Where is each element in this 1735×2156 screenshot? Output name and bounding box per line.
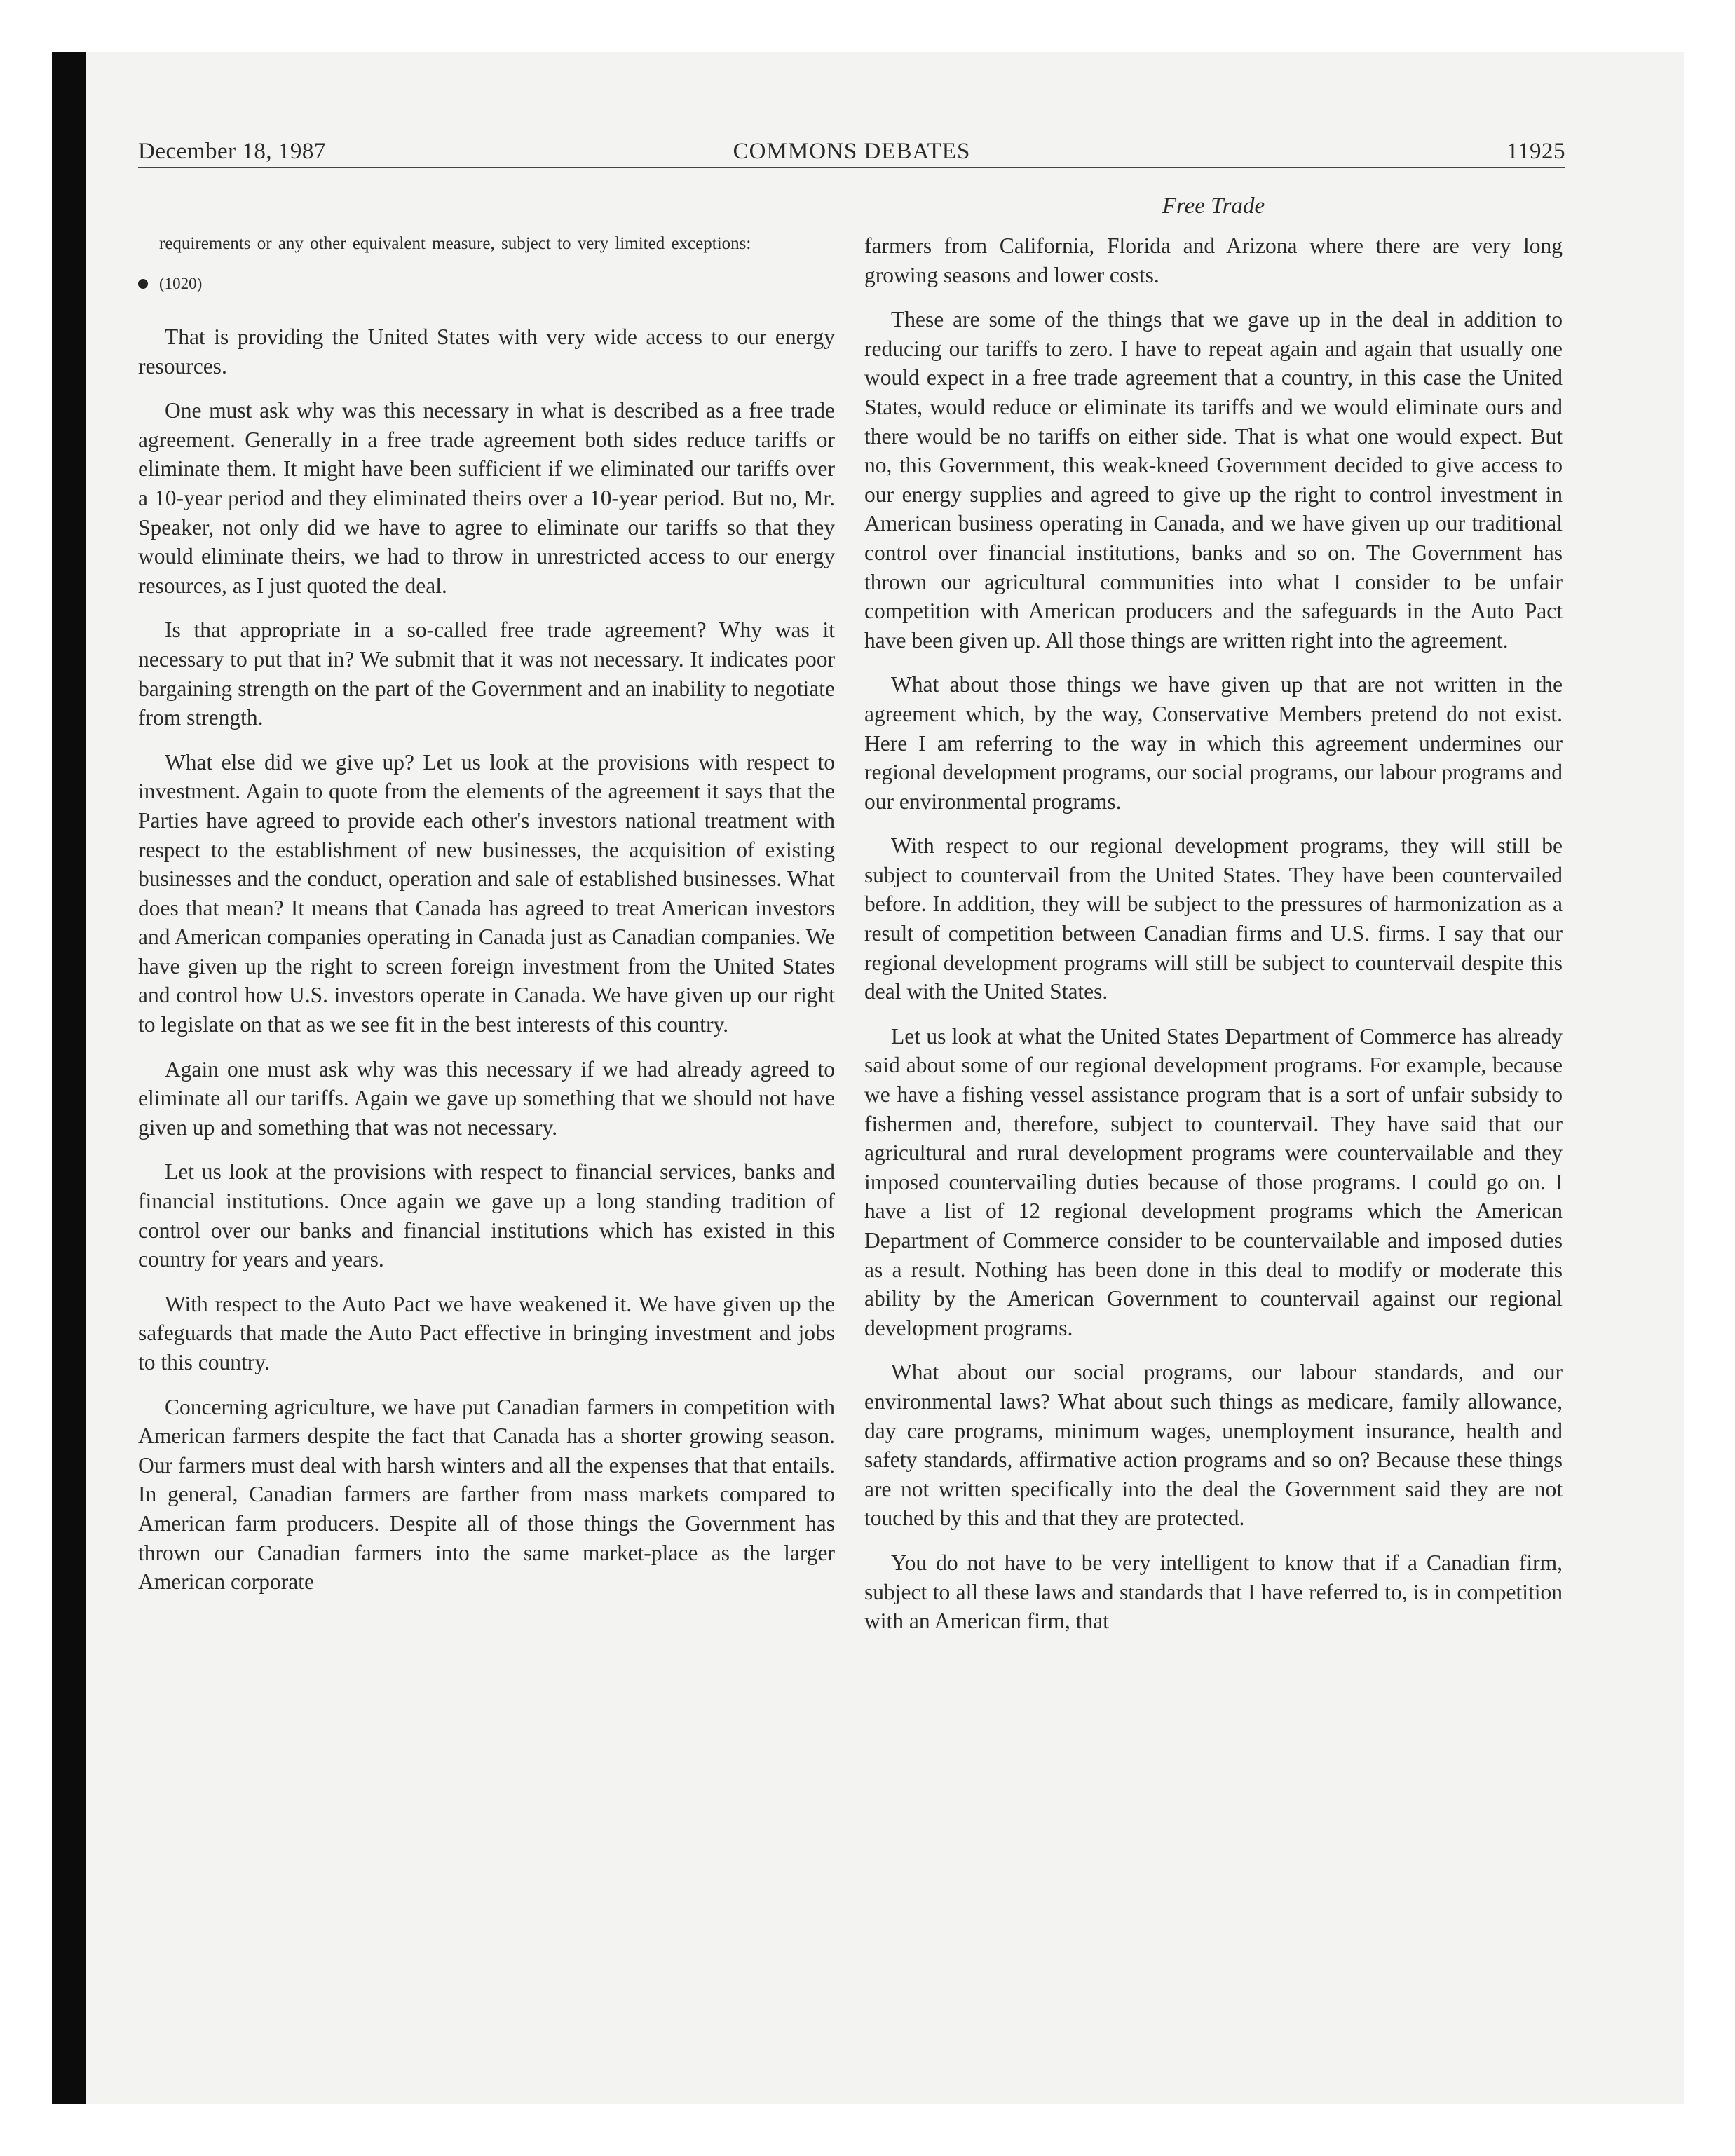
right-column — [864, 191, 1563, 1651]
time-marker-label: (1020) — [159, 275, 203, 292]
header-page-number: 11925 — [1506, 139, 1565, 164]
time-marker — [138, 273, 835, 294]
bullet-icon — [138, 279, 148, 289]
paragraph: Let us look at what the United States Department of Commerce has already said about some of our regional development programs. For example, because we have a fishing vessel assistance program that is a sort of unfair subsidy to fishermen and, therefore, subject to countervail. They have said that our agricultural and rural development programs were countervailable and they imposed countervailing duties because of those programs. I could go on. I have a list of 12 regional development programs which the American Department of Commerce consider to be countervailable and imposed duties as a result. Nothing has been done in this deal to modify or moderate this ability by the American Government to countervail against our regional development programs. — [864, 1023, 1563, 1340]
paragraph: One must ask why was this necessary in what is described as a free trade agreement. Generally in a free trade agreement both sides reduce tariffs or eliminate them. It might have been sufficient if we eliminated our tariffs over a 10-year period and they eliminated theirs over a 10-year period. But no, Mr. Speaker, not only did we have to agree to eliminate our tariffs so that they would eliminate theirs, we had to throw in unrestricted access to our energy resources, as I just quoted the deal. — [138, 398, 835, 598]
paragraph: Concerning agriculture, we have put Canadian farmers in competition with American farmers despite the fact that Canada has a shorter growing season. Our farmers must deal with harsh winters and all the expenses that that entails. In general, Canadian farmers are farther from mass markets compared to American farm producers. Despite all of those things the Government has thrown our Canadian farmers into the same market-place as the larger American corporate — [138, 1394, 835, 1595]
left-column — [138, 191, 835, 1612]
paragraph: With respect to the Auto Pact we have weakened it. We have given up the safeguards that made the Auto Pact effective in bringing investment and jobs to this country. — [138, 1291, 835, 1374]
paragraph: What else did we give up? Let us look at the provisions with respect to investment. Again to quote from the elements of the agreement it says that the Parties have agreed to provide each other's investors national treatment with respect to the establishment of new businesses, the acquisition of existing businesses and the conduct, operation and sale of established businesses. What does that mean? It means that Canada has agreed to treat American investors and American companies operating in Canada just as Canadian companies. We have given up the right to screen foreign investment from the United States and control how U.S. investors operate in Canada. We have given up our right to legislate on that as we see fit in the best interests of this country. — [138, 749, 835, 1037]
paragraph: Again one must ask why was this necessary if we had already agreed to eliminate all our tariffs. Again we gave up something that we should not have given up and something that was not necessary. — [138, 1056, 835, 1140]
paragraph: farmers from California, Florida and Arizona where there are very long growing seasons and lower costs. — [864, 233, 1563, 287]
quoted-text: requirements or any other equivalent measure, subject to very limited exceptions: — [159, 234, 751, 253]
section-subheading: Free Trade — [1162, 193, 1265, 219]
page-header — [138, 135, 1565, 168]
paragraph: Let us look at the provisions with respect to financial services, banks and financial institutions. Once again we gave up a long standing tradition of control over our banks and financial institutions which has existed in this country for years and years. — [138, 1159, 835, 1272]
paragraph: What about those things we have given up that are not written in the agreement which, by the way, Conservative Members pretend do not exist. Here I am referring to the way in which this agreement undermines our regional development programs, our social programs, our labour programs and our environmental programs. — [864, 672, 1563, 814]
paragraph: Is that appropriate in a so-called free trade agreement? Why was it necessary to put that in? We submit that it was not necessary. It indicates poor bargaining strength on the part of the Government and an inability to negotiate from strength. — [138, 618, 835, 730]
paragraph: With respect to our regional development programs, they will still be subject to countervail from the United States. They have been countervailed before. In addition, they will be subject to the pressures of harmonization as a result of competition between Canadian firms and U.S. firms. I say that our regional development programs will still be subject to countervail despite this deal with the United States. — [864, 833, 1563, 1004]
paragraph: What about our social programs, our labour standards, and our environmental laws? What about such things as medicare, family allowance, day care programs, minimum wages, unemployment insurance, health and safety standards, affirmative action programs and so on? Because these things are not written specifically into the deal the Government said they are not touched by this and that they are protected. — [864, 1360, 1563, 1531]
paragraph: These are some of the things that we gave up in the deal in addition to reducing our tariffs to zero. I have to repeat again and again that usually one would expect in a free trade agreement that a country, in this case the United States, would reduce or eliminate its tariffs and we would eliminate ours and there would be no tariffs on either side. That is what one would expect. But no, this Government, this weak-kneed Government decided to give access to our energy supplies and agreed to give up the right to control investment in American business operating in Canada, and we have given up our traditional control over financial institutions, banks and so on. The Government has thrown our agricultural communities into what I consider to be unfair competition with American producers and the safeguards in the Auto Pact have been given up. All those things are written right into the agreement. — [864, 307, 1563, 653]
paragraph: You do not have to be very intelligent to know that if a Canadian firm, subject to all these laws and standards that I have referred to, is in competition with an American firm, that — [864, 1550, 1563, 1634]
header-title: COMMONS DEBATES — [733, 139, 971, 164]
paragraph: That is providing the United States with very wide access to our energy resources. — [138, 325, 835, 378]
scan-edge-bar — [52, 52, 86, 2104]
header-date: December 18, 1987 — [138, 139, 326, 164]
